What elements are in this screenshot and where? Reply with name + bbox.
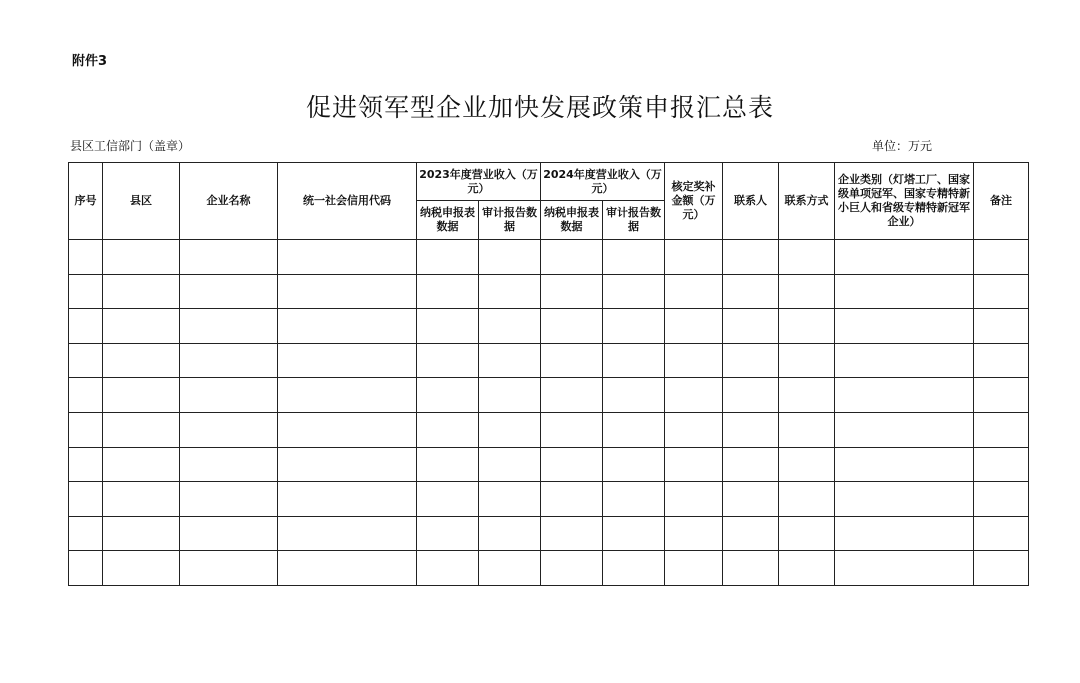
table-cell[interactable]: [779, 343, 835, 378]
table-row: [69, 551, 1029, 586]
table-cell[interactable]: [779, 378, 835, 413]
table-cell[interactable]: [417, 482, 479, 517]
col-subsidy: 核定奖补金额（万元）: [665, 163, 723, 240]
col-company-name: 企业名称: [180, 163, 278, 240]
table-cell[interactable]: [180, 343, 278, 378]
table-cell[interactable]: [541, 412, 603, 447]
table-cell[interactable]: [665, 343, 723, 378]
table-cell[interactable]: [278, 412, 417, 447]
table-cell[interactable]: [665, 309, 723, 344]
table-cell[interactable]: [974, 343, 1029, 378]
table-cell[interactable]: [603, 447, 665, 482]
table-row: [69, 343, 1029, 378]
header-row-1: [69, 163, 1029, 201]
table-cell[interactable]: [541, 551, 603, 586]
table-cell[interactable]: [541, 343, 603, 378]
table-cell[interactable]: [723, 482, 779, 517]
table-cell[interactable]: [779, 482, 835, 517]
table-cell[interactable]: [278, 482, 417, 517]
table-cell[interactable]: [835, 274, 974, 309]
table-row: [69, 309, 1029, 344]
table-cell[interactable]: [603, 378, 665, 413]
table-cell[interactable]: [835, 240, 974, 275]
table-cell[interactable]: [835, 551, 974, 586]
table-cell[interactable]: [779, 309, 835, 344]
page-title: 促进领军型企业加快发展政策申报汇总表: [305, 93, 774, 122]
table-cell[interactable]: [69, 447, 103, 482]
table-cell[interactable]: [180, 274, 278, 309]
table-cell[interactable]: [723, 516, 779, 551]
table-cell[interactable]: [974, 412, 1029, 447]
table-cell[interactable]: [779, 412, 835, 447]
table-cell[interactable]: [665, 447, 723, 482]
col-2024-tax-data: 纳税申报表数据: [541, 201, 603, 240]
table-cell[interactable]: [665, 274, 723, 309]
table-cell[interactable]: [541, 274, 603, 309]
table-row: [69, 378, 1029, 413]
table-cell[interactable]: [417, 309, 479, 344]
table-cell[interactable]: [479, 274, 541, 309]
table-cell[interactable]: [479, 412, 541, 447]
table-cell[interactable]: [541, 482, 603, 517]
table-cell[interactable]: [103, 516, 180, 551]
table-cell[interactable]: [278, 551, 417, 586]
table-cell[interactable]: [779, 551, 835, 586]
table-cell[interactable]: [603, 240, 665, 275]
table-cell[interactable]: [479, 378, 541, 413]
col-revenue-2024: 2024年度营业收入（万元）: [541, 163, 665, 201]
table-cell[interactable]: [180, 378, 278, 413]
table-cell[interactable]: [417, 274, 479, 309]
table-cell[interactable]: [103, 274, 180, 309]
table-cell[interactable]: [723, 309, 779, 344]
table-row: [69, 274, 1029, 309]
table-cell[interactable]: [103, 447, 180, 482]
col-category: 企业类别（灯塔工厂、国家级单项冠军、国家专精特新小巨人和省级专精特新冠军企业）: [835, 163, 974, 240]
table-cell[interactable]: [723, 447, 779, 482]
table-cell[interactable]: [180, 551, 278, 586]
table-cell[interactable]: [417, 551, 479, 586]
table-cell[interactable]: [180, 516, 278, 551]
table-cell[interactable]: [69, 516, 103, 551]
table-cell[interactable]: [779, 274, 835, 309]
col-2023-tax-data: 纳税申报表数据: [417, 201, 479, 240]
table-cell[interactable]: [278, 240, 417, 275]
table-cell[interactable]: [278, 378, 417, 413]
table-cell[interactable]: [779, 447, 835, 482]
table-cell[interactable]: [974, 516, 1029, 551]
table-cell[interactable]: [974, 551, 1029, 586]
table-cell[interactable]: [103, 378, 180, 413]
table-cell[interactable]: [417, 412, 479, 447]
table-cell[interactable]: [278, 516, 417, 551]
table-cell[interactable]: [541, 516, 603, 551]
department-stamp-label: 县区工信部门（盖章）: [70, 139, 191, 153]
table-cell[interactable]: [603, 482, 665, 517]
table-cell[interactable]: [278, 447, 417, 482]
table-body: [69, 240, 1029, 586]
table-cell[interactable]: [723, 274, 779, 309]
table-cell[interactable]: [479, 343, 541, 378]
table-cell[interactable]: [180, 309, 278, 344]
table-cell[interactable]: [69, 412, 103, 447]
table-cell[interactable]: [665, 516, 723, 551]
table-cell[interactable]: [835, 412, 974, 447]
table-cell[interactable]: [974, 378, 1029, 413]
table-cell[interactable]: [541, 447, 603, 482]
col-2024-audit-data: 审计报告数据: [603, 201, 665, 240]
table-cell[interactable]: [723, 343, 779, 378]
col-remarks: 备注: [974, 163, 1029, 240]
table-cell[interactable]: [417, 240, 479, 275]
table-cell[interactable]: [103, 412, 180, 447]
table-cell[interactable]: [723, 412, 779, 447]
table-cell[interactable]: [180, 240, 278, 275]
table-cell[interactable]: [665, 378, 723, 413]
table-row: [69, 412, 1029, 447]
table-cell[interactable]: [479, 516, 541, 551]
table-cell[interactable]: [180, 447, 278, 482]
table-cell[interactable]: [103, 551, 180, 586]
unit-label: 单位：万元: [872, 139, 933, 153]
table-cell[interactable]: [417, 378, 479, 413]
table-cell[interactable]: [69, 378, 103, 413]
table-cell[interactable]: [974, 274, 1029, 309]
table-cell[interactable]: [541, 378, 603, 413]
table-cell[interactable]: [541, 309, 603, 344]
table-cell[interactable]: [479, 240, 541, 275]
table-cell[interactable]: [603, 412, 665, 447]
table-cell[interactable]: [417, 343, 479, 378]
table-cell[interactable]: [69, 274, 103, 309]
table-cell[interactable]: [180, 412, 278, 447]
table-cell[interactable]: [835, 343, 974, 378]
col-serial: 序号: [69, 163, 103, 240]
table-cell[interactable]: [541, 240, 603, 275]
table-cell[interactable]: [665, 551, 723, 586]
attachment-label: 附件3: [72, 54, 108, 69]
table-cell[interactable]: [417, 516, 479, 551]
table-cell[interactable]: [974, 309, 1029, 344]
table-cell[interactable]: [665, 412, 723, 447]
table-cell[interactable]: [835, 309, 974, 344]
col-county: 县区: [103, 163, 180, 240]
table-cell[interactable]: [779, 240, 835, 275]
table-cell[interactable]: [603, 309, 665, 344]
table-cell[interactable]: [103, 482, 180, 517]
table-cell[interactable]: [835, 482, 974, 517]
table-cell[interactable]: [974, 447, 1029, 482]
table-cell[interactable]: [479, 551, 541, 586]
table-cell[interactable]: [278, 309, 417, 344]
table-cell[interactable]: [665, 482, 723, 517]
table-cell[interactable]: [69, 482, 103, 517]
table-row: [69, 240, 1029, 275]
table-cell[interactable]: [479, 309, 541, 344]
col-credit-code: 统一社会信用代码: [278, 163, 417, 240]
table-cell[interactable]: [603, 343, 665, 378]
table-row: [69, 482, 1029, 517]
table-cell[interactable]: [69, 343, 103, 378]
table-cell[interactable]: [835, 447, 974, 482]
table-cell[interactable]: [103, 309, 180, 344]
col-contact: 联系人: [723, 163, 779, 240]
table-cell[interactable]: [69, 551, 103, 586]
table-cell[interactable]: [723, 240, 779, 275]
table-row: [69, 447, 1029, 482]
table-cell[interactable]: [974, 482, 1029, 517]
summary-table: [68, 162, 1029, 586]
table-cell[interactable]: [479, 447, 541, 482]
table-cell[interactable]: [779, 516, 835, 551]
table-row: [69, 516, 1029, 551]
table-cell[interactable]: [603, 274, 665, 309]
table-cell[interactable]: [665, 240, 723, 275]
table-cell[interactable]: [723, 551, 779, 586]
table-cell[interactable]: [278, 274, 417, 309]
table-cell[interactable]: [603, 551, 665, 586]
table-cell[interactable]: [69, 309, 103, 344]
table-cell[interactable]: [603, 516, 665, 551]
table-cell[interactable]: [974, 240, 1029, 275]
table-cell[interactable]: [723, 378, 779, 413]
table-cell[interactable]: [417, 447, 479, 482]
table-cell[interactable]: [69, 240, 103, 275]
table-cell[interactable]: [835, 516, 974, 551]
table-cell[interactable]: [103, 343, 180, 378]
table-cell[interactable]: [479, 482, 541, 517]
col-phone: 联系方式: [779, 163, 835, 240]
col-2023-audit-data: 审计报告数据: [479, 201, 541, 240]
col-revenue-2023: 2023年度营业收入（万元）: [417, 163, 541, 201]
table-cell[interactable]: [103, 240, 180, 275]
table-cell[interactable]: [180, 482, 278, 517]
table-cell[interactable]: [278, 343, 417, 378]
table-cell[interactable]: [835, 378, 974, 413]
